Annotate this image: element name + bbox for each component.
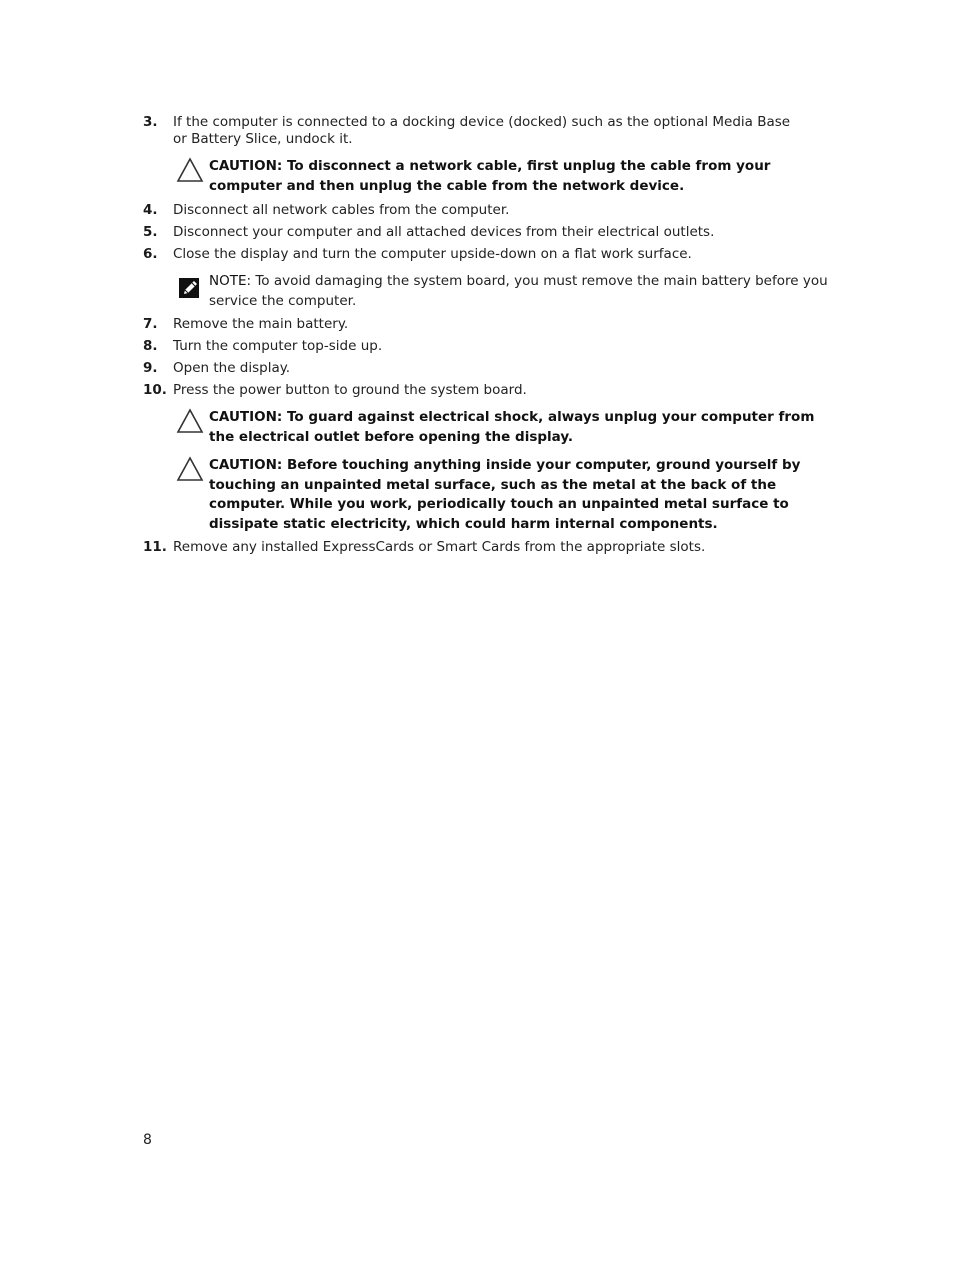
list-item <box>143 382 833 399</box>
caution-text: CAUTION: Before touching anything inside your computer, ground yourself by touching an unpainted metal surface, such as the metal at the back of the computer. While you work, periodically touch an unpainted metal surface to dissipate static electricity, which could harm internal components. <box>209 457 801 532</box>
caution-triangle-icon <box>176 157 204 183</box>
step-number: 5. <box>143 224 158 240</box>
note-label: NOTE: <box>209 273 252 289</box>
step-text: Turn the computer top-side up. <box>173 338 383 354</box>
step-number: 4. <box>143 202 158 218</box>
step-number: 7. <box>143 316 158 332</box>
step-text: Open the display. <box>173 360 291 376</box>
list-item <box>143 539 833 556</box>
step-number: 10. <box>143 382 167 398</box>
list-item <box>143 114 833 148</box>
step-number: 3. <box>143 114 158 130</box>
note-pencil-icon <box>176 275 204 301</box>
note-text: To avoid damaging the system board, you must remove the main battery before you service the computer. <box>209 273 828 309</box>
list-item <box>143 316 833 333</box>
step-text: Remove the main battery. <box>173 316 349 332</box>
list-item <box>143 246 833 263</box>
list-item <box>143 224 833 241</box>
caution-text: CAUTION: To disconnect a network cable, first unplug the cable from your computer and then unplug the cable from the network device. <box>209 158 771 194</box>
page-number: 8 <box>143 1132 152 1148</box>
step-text: Disconnect all network cables from the computer. <box>173 202 510 218</box>
caution-notice <box>176 456 832 534</box>
list-item <box>143 202 833 219</box>
step-text: Disconnect your computer and all attached devices from their electrical outlets. <box>173 224 715 240</box>
caution-triangle-icon <box>176 456 204 482</box>
step-number: 8. <box>143 338 158 354</box>
step-text: Remove any installed ExpressCards or Smart Cards from the appropriate slots. <box>173 539 706 555</box>
step-number: 6. <box>143 246 158 262</box>
step-number: 11. <box>143 539 167 555</box>
note-notice <box>176 272 832 311</box>
caution-notice <box>176 408 832 447</box>
caution-notice <box>176 157 832 196</box>
step-number: 9. <box>143 360 158 376</box>
step-text: Close the display and turn the computer upside-down on a flat work surface. <box>173 246 692 262</box>
caution-triangle-icon <box>176 408 204 434</box>
step-text: Press the power button to ground the system board. <box>173 382 527 398</box>
list-item <box>143 360 833 377</box>
step-text: If the computer is connected to a docking device (docked) such as the optional Media Base or Battery Slice, undock it. <box>173 114 791 147</box>
list-item <box>143 338 833 355</box>
caution-text: CAUTION: To guard against electrical shock, always unplug your computer from the electrical outlet before opening the display. <box>209 409 815 445</box>
